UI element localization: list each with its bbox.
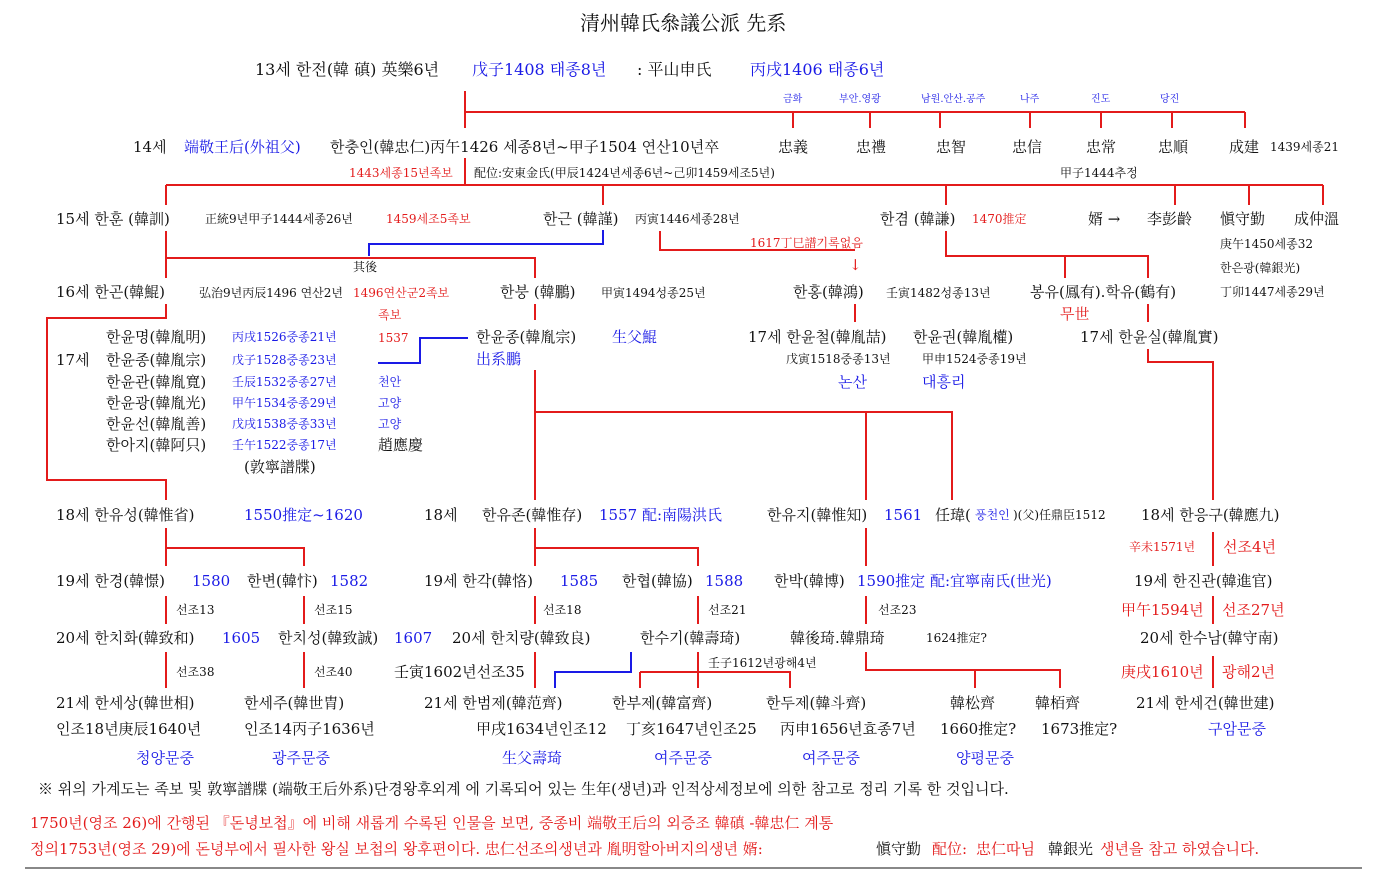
- tree-label: 壬子1612년광해4년: [708, 656, 817, 670]
- tree-label: 壬辰1532중종27년: [232, 375, 337, 389]
- tree-label: 忠信: [1012, 138, 1043, 156]
- tree-label: 甲戌1634년인조12: [476, 720, 607, 738]
- tree-label: 任瑋(: [935, 506, 971, 524]
- tree-label: 선조13: [176, 603, 215, 617]
- tree-label: 1459세조5족보: [386, 212, 471, 226]
- tree-label: 한부제(韓富齊): [612, 694, 713, 712]
- tree-label: 한두제(韓斗齊): [766, 694, 867, 712]
- tree-label: 成仲溫: [1294, 210, 1340, 228]
- tree-label: 庚戌1610년: [1121, 663, 1204, 681]
- tree-label: 한은광(韓銀光): [1220, 261, 1301, 275]
- tree-label: 인조14丙子1636년: [244, 720, 375, 738]
- tree-label: 남원.안산.공주: [921, 94, 986, 105]
- tree-label: 무世: [1060, 305, 1090, 323]
- tree-label: 18세 한응구(韓應九): [1141, 506, 1280, 524]
- tree-label: 선조40: [314, 665, 353, 679]
- tree-label: 戊子1408 태종8년: [472, 60, 607, 79]
- tree-label: 韓銀光: [1048, 840, 1094, 858]
- tree-label: 17세 한윤실(韓胤實): [1080, 328, 1219, 346]
- tree-label: 婿 →: [1088, 210, 1121, 228]
- tree-label: 1470推定: [972, 212, 1027, 226]
- tree-label: 구암문중: [1208, 720, 1266, 738]
- tree-label: 清州韓氏叅議公派 先系: [580, 11, 787, 35]
- tree-label: 忠順: [1158, 138, 1189, 156]
- tree-label: 18세 한유성(韓惟省): [56, 506, 195, 524]
- tree-label: 풍천인: [975, 508, 1010, 522]
- tree-label: 13세 한전(韓 磌) 英樂6년: [255, 60, 440, 79]
- tree-label: 辛未1571년: [1129, 540, 1196, 554]
- tree-label: 1550推定~1620: [244, 506, 363, 524]
- tree-label: 생년을 참고 하였습니다.: [1100, 840, 1260, 858]
- tree-label: 21세 한세건(韓世建): [1136, 694, 1275, 712]
- tree-label: 여주문중: [802, 749, 860, 767]
- tree-label: 선조4년: [1223, 538, 1277, 556]
- tree-label: 한윤선(韓胤善): [106, 415, 207, 433]
- tree-label: 1617丁巳譜기록없음: [750, 236, 863, 250]
- tree-label: )(父)任鼎臣1512: [1013, 508, 1106, 522]
- tree-label: 한윤명(韓胤明): [106, 328, 207, 346]
- tree-label: 甲申1524중종19년: [922, 352, 1027, 366]
- tree-label: 甲午1594년: [1121, 601, 1204, 619]
- tree-label: 1561: [884, 506, 923, 524]
- tree-label: 1580: [192, 572, 231, 590]
- tree-label: 忠常: [1086, 138, 1117, 156]
- tree-label: 한윤종(韓胤宗): [106, 351, 207, 369]
- tree-label: 한변(韓忭): [247, 572, 318, 590]
- tree-label: 壬寅1482성종13년: [886, 286, 991, 300]
- tree-label: 선조21: [708, 603, 747, 617]
- tree-label: 1443세종15년족보: [349, 166, 453, 180]
- tree-label: 1537: [378, 331, 409, 345]
- tree-label: 庚午1450세종32: [1220, 237, 1313, 251]
- tree-label: 生父壽琦: [502, 749, 563, 767]
- tree-label: 1590推定 配:宜寧南氏(世光): [857, 572, 1052, 590]
- connector-line: [946, 231, 1148, 278]
- tree-label: 出系鵬: [476, 350, 522, 368]
- tree-label: 양평문중: [956, 749, 1014, 767]
- tree-label: 20세 한치화(韓致和): [56, 629, 195, 647]
- tree-label: 한근 (韓謹): [543, 210, 619, 228]
- tree-label: 한박(韓博): [774, 572, 845, 590]
- tree-label: 한윤권(韓胤權): [913, 328, 1014, 346]
- tree-label: 인조18년庚辰1640년: [56, 720, 202, 738]
- tree-label: 한홍(韓鴻): [793, 283, 864, 301]
- tree-label: 弘治9년丙辰1496 연산2년: [199, 286, 343, 300]
- tree-label: 生父鯤: [612, 328, 658, 346]
- tree-label: 19세 한각(韓恪): [424, 572, 534, 590]
- tree-label: 14세: [133, 138, 167, 156]
- connector-line: [866, 652, 1060, 688]
- tree-label: 20세 한치량(韓致良): [452, 629, 591, 647]
- tree-label: 한세주(韓世胄): [244, 694, 345, 712]
- tree-label: 正統9년甲子1444세종26년: [205, 212, 353, 226]
- tree-label: 丙戌1406 태종6년: [750, 60, 885, 79]
- tree-label: 韓栢齊: [1035, 694, 1081, 712]
- tree-label: 忠智: [936, 138, 967, 156]
- tree-label: 配位:安東金氏(甲辰1424년세종6년~己卯1459세조5년): [474, 166, 775, 180]
- connector-line: [555, 652, 631, 688]
- tree-label: 한윤관(韓胤寬): [106, 373, 207, 391]
- tree-label: 천안: [378, 375, 402, 389]
- tree-label: 1750년(영조 26)에 간행된 『돈녕보첩』에 비해 새롭게 수록된 인물을 보면, 중종비 端敬王后의 외증조 韓磌 -韓忠仁 계통: [30, 814, 834, 832]
- tree-label: 15세 한훈 (韓訓): [56, 210, 170, 228]
- tree-label: 忠義: [778, 138, 809, 156]
- tree-label: 17세: [56, 351, 90, 369]
- tree-label: 韓松齊: [950, 694, 996, 712]
- tree-label: 선조27년: [1222, 601, 1285, 619]
- tree-label: 配位:: [932, 840, 968, 858]
- tree-label: 壬午1522중종17년: [232, 438, 337, 452]
- tree-label: 한협(韓協): [622, 572, 693, 590]
- tree-label: 成建: [1229, 138, 1260, 156]
- tree-label: 愼守勤: [876, 840, 922, 858]
- tree-label: 한유존(韓惟存): [482, 506, 583, 524]
- tree-label: 16세 한곤(韓鯤): [56, 283, 166, 301]
- tree-label: 1582: [330, 572, 369, 590]
- tree-label: 당진: [1160, 94, 1180, 105]
- tree-label: 1496연산군2족보: [353, 286, 450, 300]
- tree-label: 19세 한진관(韓進官): [1134, 572, 1273, 590]
- tree-label: 광해2년: [1222, 663, 1276, 681]
- tree-label: 한아지(韓阿只): [106, 436, 207, 454]
- tree-label: 端敬王后(外祖父): [184, 138, 301, 156]
- tree-label: ↓: [849, 256, 862, 274]
- tree-label: 한치성(韓致誠): [278, 629, 379, 647]
- tree-label: 논산: [838, 373, 867, 391]
- tree-label: 20세 한수남(韓守南): [1140, 629, 1279, 647]
- tree-label: 甲午1534중종29년: [232, 396, 337, 410]
- tree-label: 趙應慶: [378, 436, 424, 454]
- tree-label: 甲寅1494성종25년: [601, 286, 706, 300]
- connector-line: [535, 548, 698, 566]
- tree-label: 21세 한세상(韓世相): [56, 694, 195, 712]
- tree-label: 戊子1528중종23년: [232, 353, 337, 367]
- tree-label: 丁卯1447세종29년: [1220, 285, 1325, 299]
- tree-label: (敦寧譜牒): [244, 458, 316, 476]
- tree-label: 戊戌1538중종33년: [232, 417, 337, 431]
- tree-label: 한충인(韓忠仁)丙午1426 세종8년~甲子1504 연산10년卒: [330, 138, 720, 156]
- connector-line: [369, 230, 603, 256]
- tree-label: 청양문중: [136, 749, 194, 767]
- tree-label: 선조38: [176, 665, 215, 679]
- tree-label: 壬寅1602년선조35: [394, 663, 525, 681]
- tree-label: 선조15: [314, 603, 353, 617]
- tree-label: 丁亥1647년인조25: [626, 720, 757, 738]
- tree-label: 1624推定?: [926, 631, 987, 645]
- connector-line: [535, 412, 952, 500]
- tree-label: 丙申1656년효종7년: [780, 720, 916, 738]
- tree-label: 丙寅1446세종28년: [635, 212, 740, 226]
- tree-label: 한유지(韓惟知): [767, 506, 868, 524]
- tree-label: 1588: [705, 572, 744, 590]
- tree-label: 나주: [1020, 94, 1040, 105]
- tree-label: 李彭齡: [1147, 210, 1193, 228]
- tree-label: 戊寅1518중종13년: [786, 352, 891, 366]
- tree-label: 17세 한윤철(韓胤喆): [748, 328, 887, 346]
- tree-label: 선조18: [543, 603, 582, 617]
- tree-label: : 平山申氏: [637, 60, 712, 79]
- tree-label: 봉유(鳳有).학유(鶴有): [1030, 283, 1177, 301]
- tree-label: 대흥리: [922, 373, 966, 391]
- tree-label: 정의1753년(영조 29)에 돈녕부에서 필사한 왕실 보첩의 왕후편이다. 忠仁선조의생년과 胤明할아버지의생년 婿:: [30, 840, 763, 858]
- tree-label: 1585: [560, 572, 599, 590]
- tree-label: 韓後琦.韓鼎琦: [790, 629, 885, 647]
- tree-label: 광주문중: [272, 749, 330, 767]
- tree-label: 진도: [1091, 94, 1111, 105]
- tree-label: 한겸 (韓謙): [880, 210, 956, 228]
- tree-label: 愼守勤: [1220, 210, 1266, 228]
- tree-label: 족보: [378, 308, 402, 322]
- tree-label: 여주문중: [654, 749, 712, 767]
- tree-label: 18세: [424, 506, 458, 524]
- connector-line: [640, 672, 790, 688]
- connector-line: [166, 548, 304, 566]
- tree-label: 한윤광(韓胤光): [106, 394, 207, 412]
- tree-label: 금화: [783, 94, 803, 105]
- tree-label: 1660推定?: [940, 720, 1017, 738]
- tree-label: 한붕 (韓鵬): [500, 283, 576, 301]
- tree-label: 1439세종21: [1270, 140, 1339, 154]
- tree-label: 其後: [353, 260, 378, 274]
- tree-label: 1673推定?: [1041, 720, 1118, 738]
- tree-label: 21세 한범제(韓范齊): [424, 694, 563, 712]
- tree-label: 한수기(韓壽琦): [640, 629, 741, 647]
- tree-label: 忠仁따님: [976, 840, 1035, 858]
- tree-label: 고양: [378, 396, 402, 410]
- tree-label: ※ 위의 가계도는 족보 및 敦寧譜牒 (端敬王后外系)단경왕후외계 에 기록되어 있는 生年(생년)과 인적상세정보에 의한 참고로 정리 기록 한 것입니다.: [38, 780, 1009, 798]
- tree-label: 부안.영광: [839, 94, 881, 105]
- tree-label: 고양: [378, 417, 402, 431]
- connector-line: [166, 258, 535, 278]
- tree-label: 19세 한경(韓憬): [56, 572, 166, 590]
- tree-label: 丙戌1526중종21년: [232, 330, 337, 344]
- connector-line: [1148, 349, 1213, 500]
- tree-label: 선조23: [878, 603, 917, 617]
- tree-label: 한윤종(韓胤宗): [476, 328, 577, 346]
- tree-label: 1557 配:南陽洪氏: [599, 506, 722, 524]
- tree-label: 1605: [222, 629, 261, 647]
- tree-label: 甲子1444추정: [1060, 166, 1138, 180]
- tree-label: 忠禮: [856, 138, 887, 156]
- tree-label: 1607: [394, 629, 433, 647]
